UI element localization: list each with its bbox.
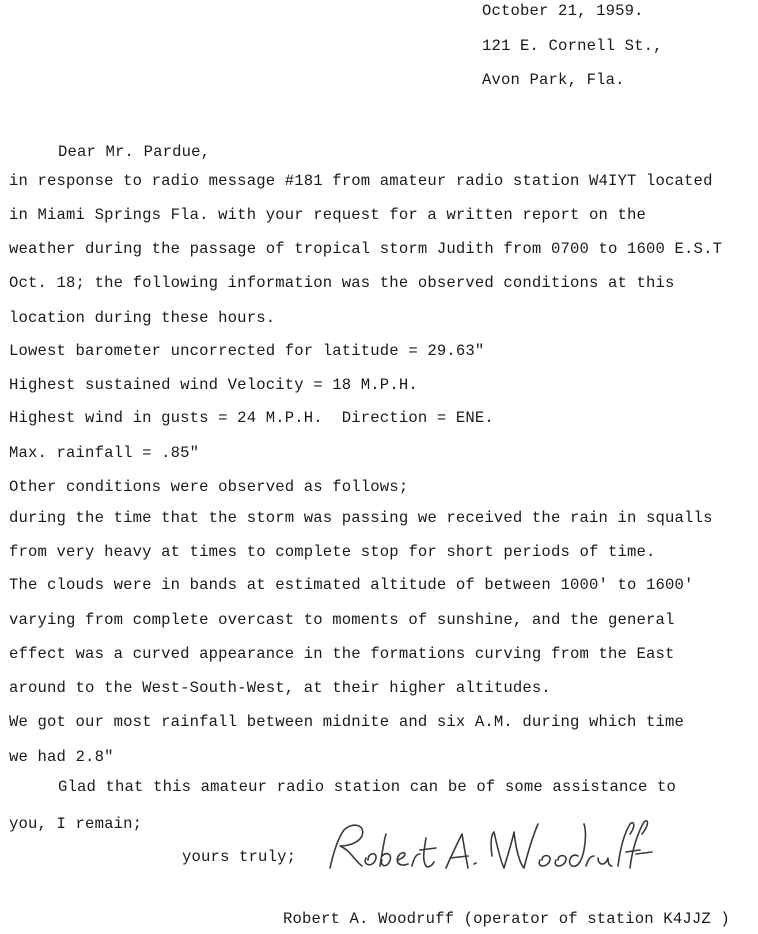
body-line: Highest wind in gusts = 24 M.P.H. Direction = ENE. — [9, 409, 494, 427]
body-line: location during these hours. — [9, 309, 276, 327]
salutation: Dear Mr. Pardue, — [58, 143, 211, 161]
closing-line: Glad that this amateur radio station can be of some assistance to — [58, 778, 677, 796]
address-street: 121 E. Cornell St., — [482, 37, 663, 55]
body-line: effect was a curved appearance in the formations curving from the East — [9, 645, 675, 663]
body-line: from very heavy at times to complete stop for short periods of time. — [9, 543, 656, 561]
address-city: Avon Park, Fla. — [482, 71, 625, 89]
body-line: around to the West-South-West, at their higher altitudes. — [9, 679, 551, 697]
closing-line: you, I remain; — [9, 815, 143, 833]
body-line: varying from complete overcast to moments of sunshine, and the general — [9, 611, 675, 629]
body-line: Other conditions were observed as follows; — [9, 478, 409, 496]
body-line: We got our most rainfall between midnite and six A.M. during which time — [9, 713, 685, 731]
body-line: The clouds were in bands at estimated altitude of between 1000' to 1600' — [9, 576, 694, 594]
body-line: Highest sustained wind Velocity = 18 M.P.H. — [9, 376, 418, 394]
body-line: weather during the passage of tropical storm Judith from 0700 to 1600 E.S.T — [9, 240, 723, 258]
body-line: in Miami Springs Fla. with your request for a written report on the — [9, 206, 647, 224]
letter-date: October 21, 1959. — [482, 2, 644, 20]
body-line: in response to radio message #181 from amateur radio station W4IYT located — [9, 172, 713, 190]
handwritten-signature — [322, 810, 662, 880]
body-line: Oct. 18; the following information was the observed conditions at this — [9, 274, 675, 292]
signer-name: Robert A. Woodruff (operator of station K4JJZ ) — [283, 910, 730, 928]
body-line: during the time that the storm was passing we received the rain in squalls — [9, 509, 713, 527]
body-line: Lowest barometer uncorrected for latitude = 29.63" — [9, 342, 485, 360]
body-line: we had 2.8" — [9, 748, 114, 766]
valediction: yours truly; — [182, 848, 297, 866]
body-line: Max. rainfall = .85" — [9, 444, 200, 462]
